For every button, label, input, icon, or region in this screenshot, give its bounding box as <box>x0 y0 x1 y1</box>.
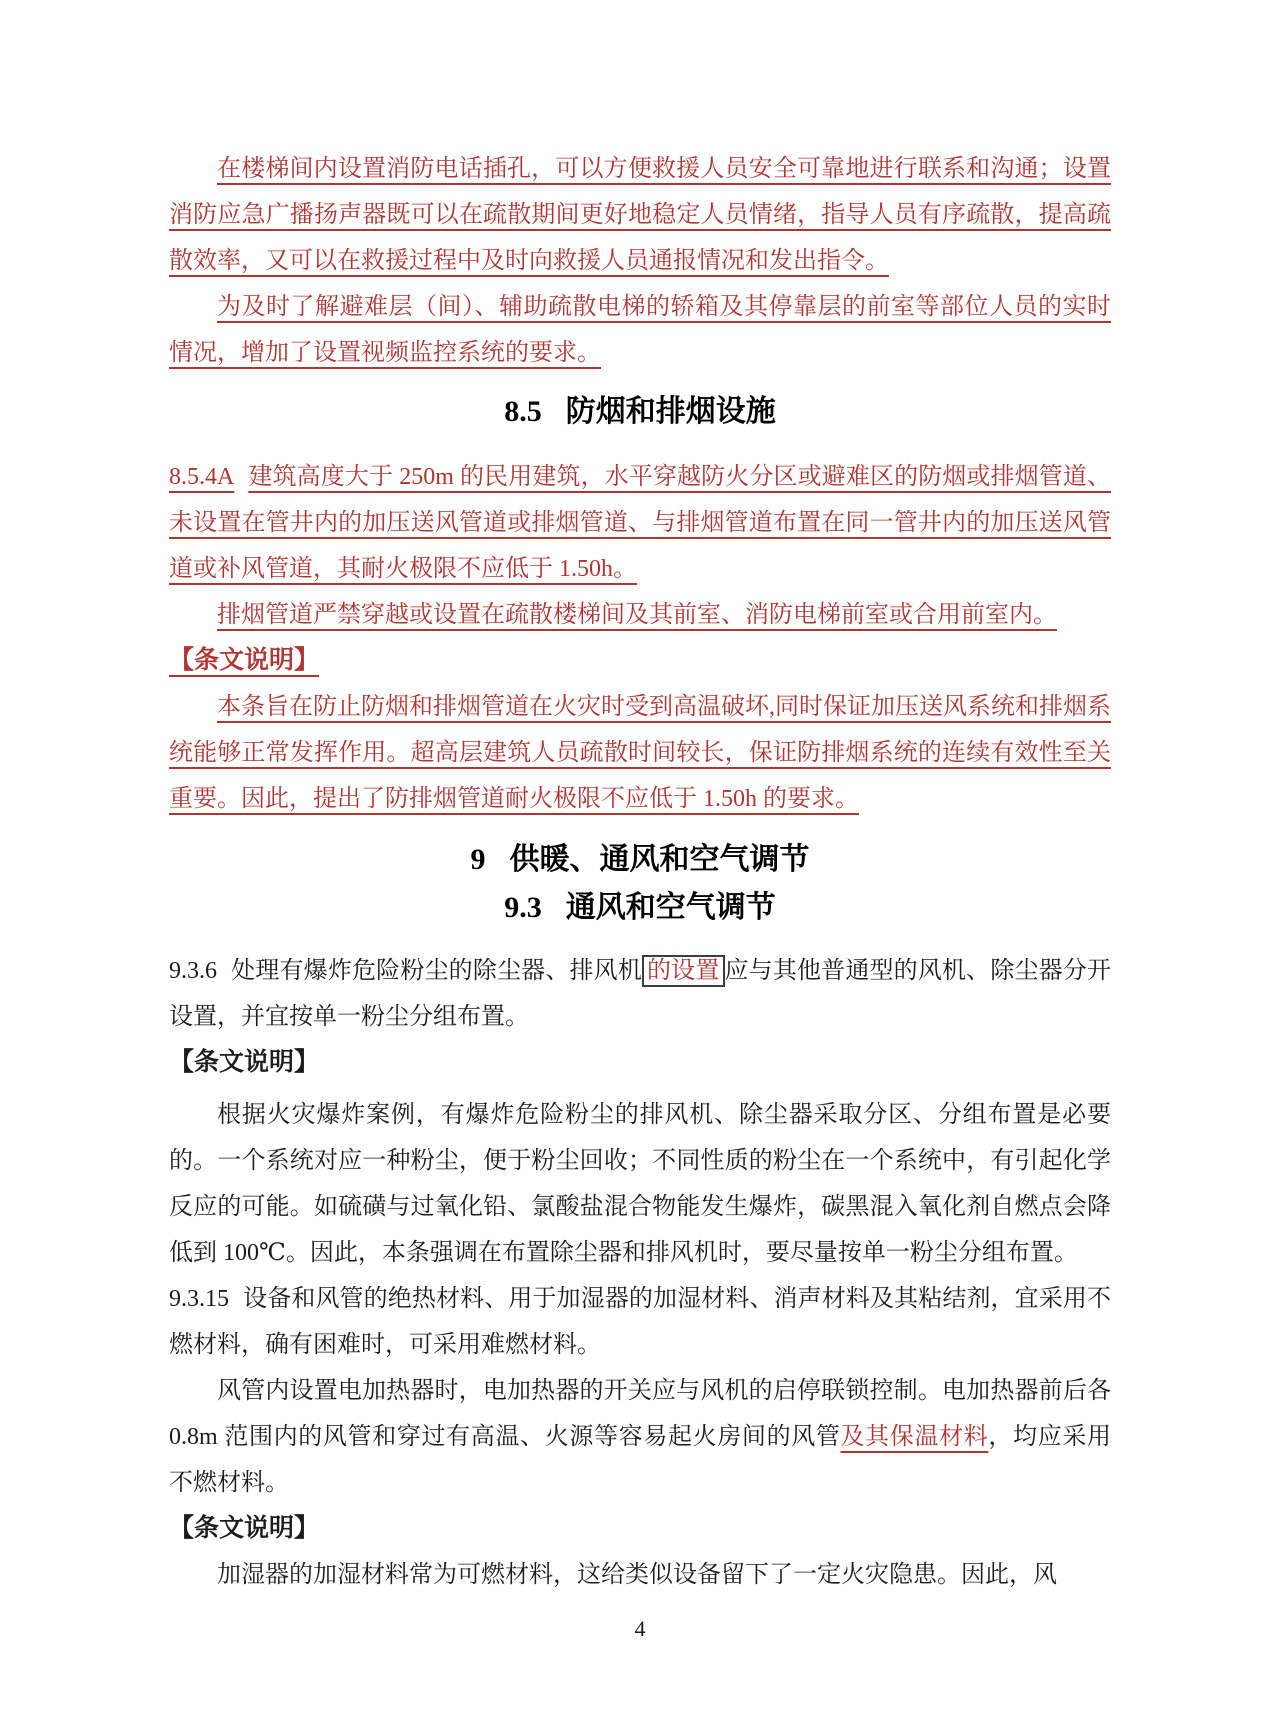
heading-section-8-5 <box>169 390 1111 434</box>
heading-chapter-9 <box>169 838 1111 882</box>
clause-8-5-4a-text: 建筑高度大于 250m 的民用建筑，水平穿越防火分区或避难区的防烟或排烟管道、未设置在管井内的加压送风管道或排烟管道、与排烟管道布置在同一管井内的加压送风管道或补风管道，其耐火极限不应低于 1.50h。 <box>169 464 1111 582</box>
para-electric-heater-post: ，均应采用不燃材料。 <box>169 1424 1111 1496</box>
para-electric-heater-insert: 及其保温材料 <box>840 1424 989 1450</box>
clause-9-3-15 <box>169 1276 1111 1368</box>
heading-section-9-3 <box>169 886 1111 930</box>
para-stair-phone: 在楼梯间内设置消防电话插孔，可以方便救援人员安全可靠地进行联系和沟通；设置消防应急广播扬声器既可以在疏散期间更好地稳定人员情绪，指导人员有序疏散，提高疏散效率，又可以在救援过程中及时向救援人员通报情况和发出指令。 <box>169 156 1111 274</box>
clause-8-5-4a-number: 8.5.4A <box>169 464 235 490</box>
heading-9-3-number: 9.3 <box>504 891 542 924</box>
heading-9-number: 9 <box>470 843 486 876</box>
clause-9-3-6-insert-box: 的设置 <box>642 955 725 987</box>
clause-9-3-6-text-pre: 处理有爆炸危险粉尘的除尘器、排风机 <box>231 958 642 984</box>
para-electric-heater-pre: 风管内设置电加热器时，电加热器的开关应与风机的启停联锁控制。电加热器前后各 0.8m 范围内的风管和穿过有高温、火源等容易起火房间的风管 <box>169 1378 1111 1450</box>
label-commentary-1: 【条文说明】 <box>169 1049 320 1076</box>
clause-9-3-6-number: 9.3.6 <box>169 958 217 984</box>
para-commentary-smoke: 本条旨在防止防烟和排烟管道在火灾时受到高温破坏,同时保证加压送风系统和排烟系统能够正常发挥作用。超高层建筑人员疏散时间较长，保证防排烟系统的连续有效性至关重要。因此，提出了防排烟管道耐火极限不应低于 1.50h 的要求。 <box>169 694 1111 812</box>
heading-9-title: 供暖、通风和空气调节 <box>509 843 810 876</box>
clause-9-3-15-number: 9.3.15 <box>169 1286 229 1312</box>
label-commentary-2: 【条文说明】 <box>169 1515 320 1542</box>
para-video-monitor: 为及时了解避难层（间）、辅助疏散电梯的轿箱及其停靠层的前室等部位人员的实时情况，增加了设置视频监控系统的要求。 <box>169 294 1111 366</box>
heading-9-3-title: 通风和空气调节 <box>565 891 776 924</box>
heading-8-5-title: 防烟和排烟设施 <box>565 395 776 428</box>
clause-9-3-15-text: 设备和风管的绝热材料、用于加湿器的加湿材料、消声材料及其粘结剂，宜采用不燃材料，确有困难时，可采用难燃材料。 <box>169 1286 1111 1358</box>
clause-9-3-6-text-post: 应与其他普通型的风机、除尘器分开设置，并宜按单一粉尘分组布置。 <box>169 958 1111 1030</box>
heading-8-5-number: 8.5 <box>504 395 542 428</box>
para-smoke-duct-ban: 排烟管道严禁穿越或设置在疏散楼梯间及其前室、消防电梯前室或合用前室内。 <box>217 602 1057 628</box>
clause-8-5-4a <box>169 454 1111 592</box>
para-electric-heater <box>169 1368 1111 1506</box>
para-humidifier: 加湿器的加湿材料常为可燃材料，这给类似设备留下了一定火灾隐患。因此，风 <box>217 1562 1057 1588</box>
clause-9-3-6 <box>169 948 1111 1040</box>
label-commentary-red: 【条文说明】 <box>169 647 320 674</box>
para-commentary-dust: 根据火灾爆炸案例，有爆炸危险粉尘的排风机、除尘器采取分区、分组布置是必要的。一个系统对应一种粉尘，便于粉尘回收；不同性质的粉尘在一个系统中，有引起化学反应的可能。如硫磺与过氧化铅、氯酸盐混合物能发生爆炸，碳黑混入氧化剂自燃点会降低到 100℃。因此，本条强调在布置除尘器和排风机时，要尽量按单一粉尘分组布置。 <box>169 1102 1111 1266</box>
page-number: 4 <box>634 1616 646 1641</box>
